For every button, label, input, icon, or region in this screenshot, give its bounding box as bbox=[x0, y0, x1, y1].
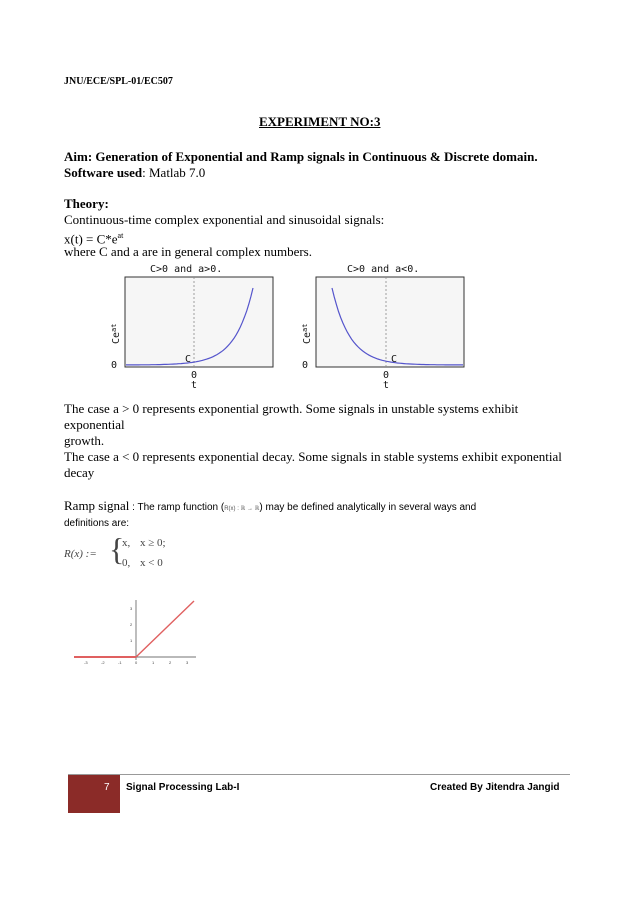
decay-plot bbox=[299, 262, 469, 392]
ramp-x-tick: 2 bbox=[169, 660, 172, 665]
software-value: : Matlab 7.0 bbox=[142, 165, 206, 180]
ramp-x-ticks bbox=[84, 660, 189, 665]
footer-page-number: 7 bbox=[104, 782, 110, 793]
growth-ylabel-exp: at bbox=[110, 323, 118, 332]
ramp-inline-math: R(x) : ℝ → ℝ bbox=[224, 506, 260, 512]
ramp-text-2: definitions are: bbox=[64, 518, 130, 529]
explanation-line-3: growth. bbox=[64, 433, 105, 448]
theory-line-1: Continuous-time complex exponential and sinusoidal signals: bbox=[64, 212, 385, 227]
footer-accent-box bbox=[68, 775, 120, 813]
ramp-text-1b: ) may be defined analytically in several ways and bbox=[259, 502, 477, 513]
ramp-x-tick: -3 bbox=[84, 660, 88, 665]
growth-plot-title: C>0 and a>0. bbox=[150, 264, 223, 275]
decay-plot-x-label: t bbox=[383, 380, 390, 391]
ramp-def-lhs bbox=[64, 548, 97, 560]
growth-plot-frame bbox=[125, 277, 273, 367]
explanation-line-2: exponential bbox=[64, 417, 125, 432]
ramp-plot bbox=[74, 600, 196, 666]
explanation-line-1: The case a > 0 represents exponential growth. Some signals in unstable systems exhibit bbox=[64, 401, 519, 416]
ramp-def-brace: { bbox=[109, 531, 125, 567]
aim-line: Aim: Generation of Exponential and Ramp signals in Continuous & Discrete domain. bbox=[64, 149, 538, 164]
explanation-line-5: decay bbox=[64, 465, 95, 480]
software-label: Software used bbox=[64, 165, 143, 180]
ramp-y-ticks bbox=[130, 606, 133, 643]
ramp-x-tick: 0 bbox=[135, 660, 138, 665]
growth-plot-x-label: t bbox=[191, 380, 198, 391]
ramp-x-tick: 3 bbox=[186, 660, 189, 665]
formula-exponent: at bbox=[117, 231, 124, 240]
decay-ylabel-exp: at bbox=[301, 323, 309, 332]
ramp-y-tick: 2 bbox=[130, 622, 133, 627]
software-line bbox=[64, 165, 205, 181]
growth-plot-y-label bbox=[110, 324, 122, 344]
decay-plot-title: C>0 and a<0. bbox=[347, 264, 420, 275]
ramp-slope-segment bbox=[136, 601, 194, 657]
decay-plot-frame bbox=[316, 277, 464, 367]
formula-base: x(t) = C*e bbox=[64, 231, 118, 247]
theory-heading: Theory: bbox=[64, 196, 109, 211]
experiment-title: EXPERIMENT NO:3 bbox=[259, 114, 381, 129]
decay-plot-c-label: C bbox=[391, 354, 398, 365]
explanation-line-4: The case a < 0 represents exponential decay. Some signals in stable systems exhibit exponential bbox=[64, 449, 562, 464]
growth-plot-c-label: C bbox=[185, 354, 192, 365]
header-code: JNU/ECE/SPL-01/EC507 bbox=[64, 76, 173, 87]
ramp-text-1a: : The ramp function ( bbox=[129, 502, 225, 513]
decay-plot-y-zero: 0 bbox=[302, 360, 309, 371]
ramp-x-tick: -1 bbox=[118, 660, 122, 665]
ramp-label: Ramp signal bbox=[64, 498, 130, 513]
ramp-x-tick: -2 bbox=[101, 660, 105, 665]
ramp-case-1-cond: x ≥ 0; bbox=[140, 537, 166, 549]
theory-line-3: where C and a are in general complex numbers. bbox=[64, 244, 312, 259]
growth-plot bbox=[108, 262, 278, 392]
ramp-y-tick: 1 bbox=[130, 638, 133, 643]
footer-author: Created By Jitendra Jangid bbox=[430, 782, 560, 793]
growth-plot-y-zero: 0 bbox=[111, 360, 118, 371]
footer-rule bbox=[68, 774, 570, 775]
ramp-case-2-cond: x < 0 bbox=[140, 557, 163, 569]
footer-lab-name: Signal Processing Lab-I bbox=[126, 782, 240, 793]
decay-plot-y-label bbox=[301, 324, 313, 344]
ramp-def-lhs-text: R(x) := bbox=[64, 548, 97, 560]
ramp-definition-line bbox=[64, 498, 476, 517]
decay-plot-x-zero: 0 bbox=[383, 370, 390, 381]
ramp-case-1-expr: x, bbox=[122, 537, 131, 549]
ramp-x-tick: 1 bbox=[152, 660, 155, 665]
ramp-y-tick: 3 bbox=[130, 606, 133, 611]
ramp-case-2-expr: 0, bbox=[122, 557, 131, 569]
growth-ylabel-base: Ce bbox=[111, 331, 122, 344]
growth-plot-x-zero: 0 bbox=[191, 370, 198, 381]
decay-ylabel-base: Ce bbox=[302, 331, 313, 344]
